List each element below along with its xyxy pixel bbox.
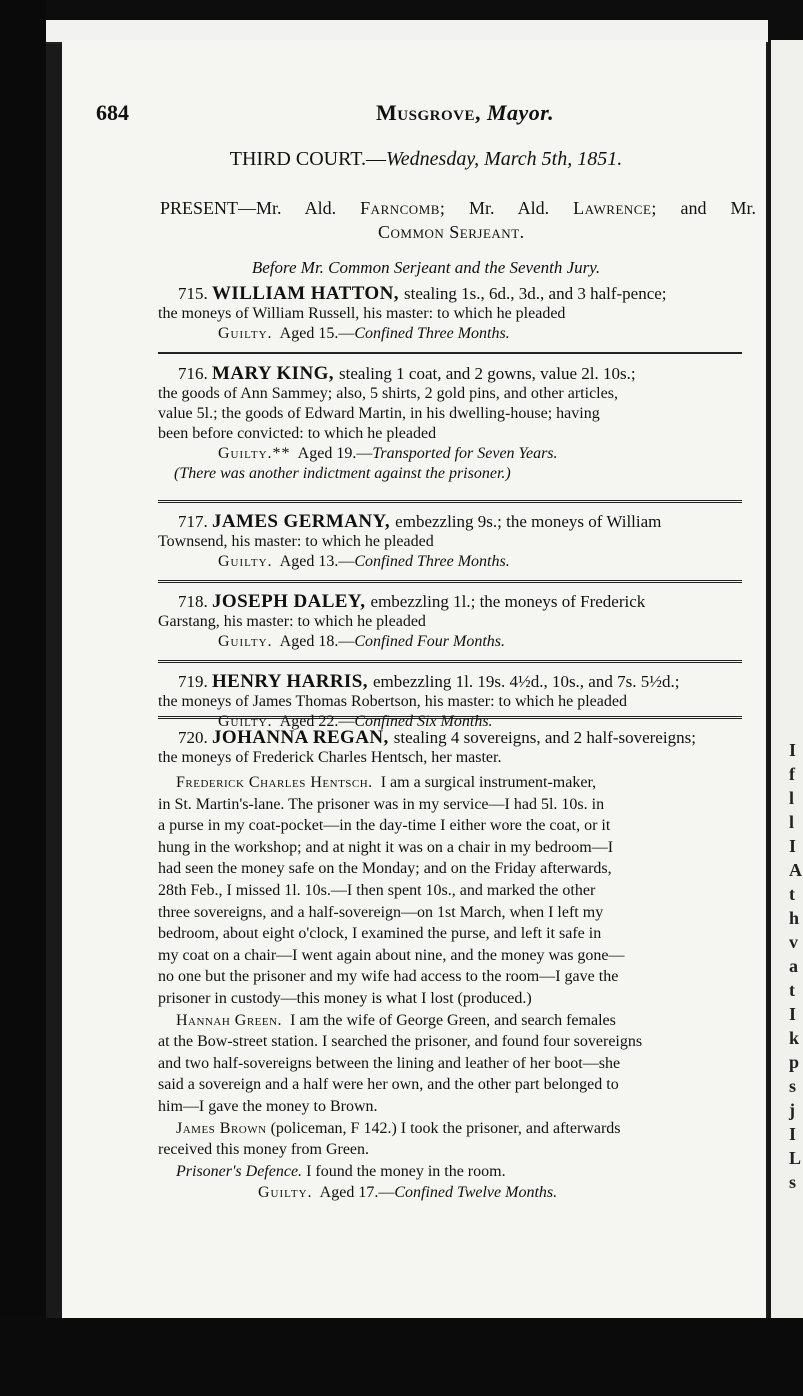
testimony-line: 28th Feb., I missed 1l. 10s.—I then spent 10s., and marked the other <box>158 881 596 899</box>
case-first-line <box>158 512 742 532</box>
verdict-line <box>158 324 742 344</box>
sentence-text: Confined Twelve Months. <box>394 1184 558 1202</box>
adjacent-page-letter: s <box>789 1076 797 1096</box>
guilty-label: Guilty. <box>218 553 273 570</box>
case-number: 717. <box>178 512 212 531</box>
charge-text: Townsend, his master: to which he pleaded <box>158 533 434 550</box>
verdict-line <box>158 632 742 652</box>
testimony-line: in St. Martin's-lane. The prisoner was in my service—I had 5l. 10s. in <box>158 795 605 813</box>
testimony-text: I am the wife of George Green, and search females <box>290 1011 616 1029</box>
verdict-720 <box>158 1182 742 1204</box>
defence-label: Prisoner's Defence. <box>176 1162 303 1180</box>
case-divider <box>158 716 742 719</box>
before-jury: Before Mr. Common Serjeant and the Seventh Jury. <box>251 258 601 277</box>
court-title: THIRD COURT.— <box>229 148 386 170</box>
adjacent-page-letter: I <box>789 740 797 760</box>
charge-text: the moneys of Frederick Charles Hentsch, her master. <box>158 749 502 766</box>
case-divider <box>158 580 742 583</box>
page-number: 684 <box>96 100 129 125</box>
present-lawrence: Lawrence <box>573 198 652 218</box>
charge-text: Garstang, his master: to which he pleaded <box>158 613 426 630</box>
adjacent-page-letter: t <box>789 980 795 1000</box>
charge-text: stealing 4 sovereigns, and 2 half-sovereigns; <box>393 728 696 747</box>
adjacent-page-letter: v <box>789 932 798 952</box>
mayor-role: Mayor. <box>486 100 555 125</box>
charge-text: embezzling 1l. 19s. 4½d., 10s., and 7s. 5½d.; <box>373 672 680 691</box>
witness-name: Hannah Green. <box>176 1011 283 1029</box>
defendant-name: MARY KING, <box>212 364 340 384</box>
adjacent-page-letter: p <box>789 1052 800 1072</box>
case-number: 719. <box>178 672 212 691</box>
adjacent-page-letter: h <box>789 908 800 928</box>
sentence-text: Confined Six Months. <box>354 713 493 730</box>
adjacent-page-letter: k <box>789 1028 800 1048</box>
mayor-name: Musgrove, <box>376 100 481 125</box>
adjacent-page-letter: I <box>789 836 797 856</box>
sentence-text: Confined Four Months. <box>354 633 505 650</box>
guilty-label: Guilty. <box>218 633 273 650</box>
adjacent-page-letter: l <box>789 812 795 832</box>
testimony-line: him—I gave the money to Brown. <box>158 1097 378 1115</box>
sentence-age: Aged 18.— <box>279 633 355 650</box>
charge-text: the moneys of James Thomas Robertson, his master: to which he pleaded <box>158 693 627 710</box>
sentence-age: Aged 13.— <box>279 553 355 570</box>
sentence-age: Aged 17.— <box>319 1184 395 1202</box>
case-first-line <box>158 284 742 304</box>
defendant-name: HENRY HARRIS, <box>212 672 373 692</box>
prisoner-defence <box>158 1161 742 1183</box>
adjacent-page-letter: l <box>789 788 795 808</box>
court-heading <box>96 148 756 171</box>
case-first-line <box>158 592 742 612</box>
defence-text: I found the money in the room. <box>306 1162 506 1180</box>
witness-hentsch-line-1 <box>158 772 742 794</box>
testimony-line: said a sovereign and a half were her own, and the other part belonged to <box>158 1076 619 1094</box>
verdict-line <box>158 444 742 464</box>
case-first-line <box>158 728 742 748</box>
testimony-line: my coat on a chair—I went again about nine, and the money was gone— <box>158 946 625 964</box>
present-farncomb: Farncomb <box>360 198 440 218</box>
guilty-label: Guilty. <box>218 713 273 730</box>
running-head <box>96 100 756 130</box>
charge-text: stealing 1 coat, and 2 gowns, value 2l. 10s.; <box>339 364 636 383</box>
present-tail: ; and Mr. <box>651 198 757 218</box>
scan-border-bottom <box>0 1318 803 1396</box>
adjacent-page-letter: A <box>789 860 802 880</box>
testimony <box>158 772 742 1204</box>
testimony-text: I am a surgical instrument-maker, <box>380 774 597 791</box>
guilty-label: Guilty. <box>258 1184 313 1202</box>
testimony-line: prisoner in custody—this money is what I lost (produced.) <box>158 989 532 1007</box>
guilty-label: Guilty. <box>218 325 273 342</box>
charge-text: value 5l.; the goods of Edward Martin, in his dwelling-house; having <box>158 405 600 422</box>
sentence-age: Aged 15.— <box>279 325 355 342</box>
case-716 <box>158 364 742 484</box>
verdict-line <box>158 552 742 572</box>
testimony-line: at the Bow-street station. I searched the prisoner, and found four sovereigns <box>158 1033 643 1051</box>
testimony-line: hung in the workshop; and at night it was on a chair in my bedroom—I <box>158 838 614 856</box>
adjacent-page-letter: f <box>789 764 795 784</box>
witness-brown-line-2: received this money from Green. <box>158 1141 370 1159</box>
adjacent-page-letter: I <box>789 1004 797 1024</box>
present-mid: ; Mr. Ald. <box>439 198 550 218</box>
case-first-line <box>158 672 742 692</box>
case-720 <box>158 728 742 768</box>
case-number: 715. <box>178 284 212 303</box>
witness-name: Frederick Charles Hentsch. <box>176 774 373 791</box>
present-lead: PRESENT—Mr. Ald. <box>160 198 337 218</box>
witness-brown-line-1 <box>158 1118 742 1140</box>
charge-text: the goods of Ann Sammey; also, 5 shirts, 2 gold pins, and other articles, <box>158 385 618 402</box>
case-number: 718. <box>178 592 212 611</box>
adjacent-page-letter: L <box>789 1148 802 1168</box>
present-line-2: Common Serjeant. <box>378 222 525 242</box>
testimony-line: had seen the money safe on the Monday; and on the Friday afterwards, <box>158 860 612 878</box>
charge-text: the moneys of William Russell, his master: to which he pleaded <box>158 305 566 322</box>
court-date: Wednesday, March 5th, 1851. <box>385 148 623 170</box>
testimony-line: and two half-sovereigns between the lining and leather of her boot—she <box>158 1054 621 1072</box>
adjacent-page-letter: a <box>789 956 798 976</box>
scan-border-left <box>0 0 46 1396</box>
sentence-age: Aged 22.— <box>279 713 355 730</box>
present-list <box>160 196 756 244</box>
sentence-text: Confined Three Months. <box>354 553 510 570</box>
adjacent-page-edge <box>768 40 803 1318</box>
case-719 <box>158 672 742 732</box>
defendant-name: JOSEPH DALEY, <box>212 592 371 612</box>
sentence-age: Aged 19.— <box>297 445 373 462</box>
running-title <box>376 100 554 126</box>
testimony-line: a purse in my coat-pocket—in the day-time I either wore the coat, or it <box>158 817 611 835</box>
charge-text: embezzling 9s.; the moneys of William <box>395 512 662 531</box>
defendant-name: JOHANNA REGAN, <box>212 728 394 748</box>
defendant-name: WILLIAM HATTON, <box>212 284 405 304</box>
testimony-line: no one but the prisoner and my wife had access to the room—I gave the <box>158 968 619 986</box>
testimony-line: bedroom, about eight o'clock, I examined the purse, and left it safe in <box>158 925 602 943</box>
charge-text: stealing 1s., 6d., 3d., and 3 half-pence; <box>404 284 667 303</box>
present-line-1 <box>160 196 756 220</box>
adjacent-page-letter: I <box>789 1124 797 1144</box>
adjacent-page-letter: s <box>789 1172 797 1192</box>
defendant-name: JAMES GERMANY, <box>212 512 396 532</box>
case-718 <box>158 592 742 652</box>
case-number: 720. <box>178 728 212 747</box>
case-717 <box>158 512 742 572</box>
testimony-line: three sovereigns, and a half-sovereign—on 1st March, when I left my <box>158 903 604 921</box>
sentence-text: Confined Three Months. <box>354 325 510 342</box>
adjacent-page-letter: t <box>789 884 795 904</box>
testimony-text: (policeman, F 142.) I took the prisoner, and afterwards <box>270 1119 621 1137</box>
witness-name: James Brown <box>176 1119 267 1137</box>
case-divider <box>158 500 742 503</box>
adjacent-page-letter: j <box>789 1100 795 1120</box>
charge-text: embezzling 1l.; the moneys of Frederick <box>370 592 646 611</box>
case-divider <box>158 660 742 663</box>
sentence-text: Transported for Seven Years. <box>372 445 558 462</box>
case-note: (There was another indictment against the prisoner.) <box>174 465 511 482</box>
case-first-line <box>158 364 742 384</box>
case-715 <box>158 284 742 344</box>
charge-text: been before convicted: to which he pleaded <box>158 425 437 442</box>
case-divider <box>158 352 742 354</box>
guilty-label: Guilty.** <box>218 445 291 462</box>
witness-green-line-1 <box>158 1010 742 1032</box>
case-number: 716. <box>178 364 212 383</box>
